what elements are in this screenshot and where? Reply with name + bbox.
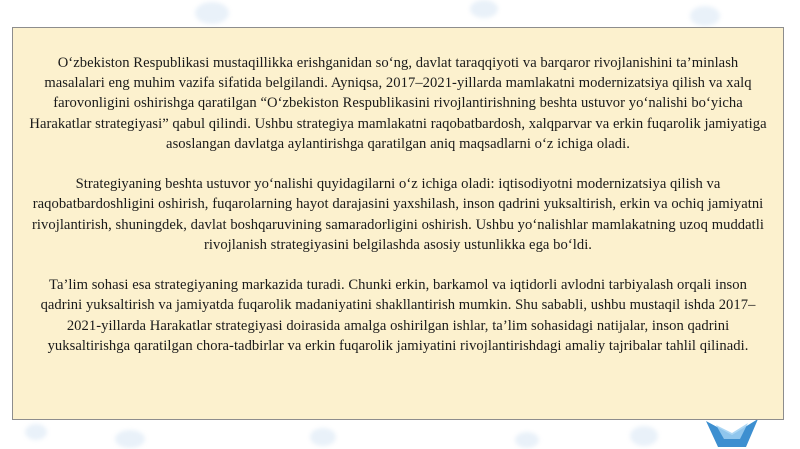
background-dot xyxy=(115,430,145,448)
text-box xyxy=(12,27,784,420)
background-dot xyxy=(195,2,229,24)
paragraph-3: Ta’lim sohasi esa strategiyaning markazida turadi. Chunki erkin, barkamol va iqtidorli avlodni tarbiyalash orqali inson qadrini yuksaltirish va jamiyatda fuqarolik madaniyatini shakllantirish mumkin. Shu sababli, ushbu mustaqil ishda 2017–2021-yillarda Harakatlar strategiyasi doirasida amalga oshirilgan ishlar, ta’lim sohasidagi natijalar, inson qadrini yuksaltirishga qaratilgan chora-tadbirlar va erkin fuqarolik jamiyatini rivojlantirishdagi amaliy tajribalar tahlil qilinadi. xyxy=(40,277,756,354)
corner-accent-shape xyxy=(702,415,762,449)
background-dot xyxy=(25,424,47,440)
background-dot xyxy=(515,432,539,448)
background-dot xyxy=(310,428,336,446)
paragraph-1: O‘zbekiston Respublikasi mustaqillikka erishganidan so‘ng, davlat taraqqiyoti va barqaror rivojlanishini ta’minlash masalalari eng muhim vazifa sifatida belgilandi. Ayniqsa, 2017–2021-yillarda mamlakatni modernizatsiya qilish va xalq farovonligini oshirishga qaratilgan “O‘zbekiston Respublikasini rivojlantirishning beshta ustuvor yo‘nalishi bo‘yicha Harakatlar strategiyasi” qabul qilindi. Ushbu strategiya mamlakatni raqobatbardosh, xalqparvar va erkin fuqarolik jamiyatiga asoslangan davlatga aylantirishga qaratilgan aniq maqsadlarni o‘z ichiga oladi. xyxy=(29,55,767,152)
paragraph-2: Strategiyaning beshta ustuvor yo‘nalishi quyidagilarni o‘z ichiga oladi: iqtisodiyotni modernizatsiya qilish va raqobatbardoshligini oshirish, fuqarolarning hayot darajasini yaxshilash, inson qadrini yuksaltirish, erkin va ochiq jamiyatni rivojlantirish, shuningdek, davlat boshqaruvining samaradorligini oshirish. Ushbu yo‘nalishlar mamlakatning uzoq muddatli rivojlanish strategiyasini belgilashda asosiy ustunlikka ega bo‘ldi. xyxy=(32,176,764,253)
background-dot xyxy=(690,6,720,26)
background-dot xyxy=(630,426,658,446)
background-dot xyxy=(470,0,498,18)
